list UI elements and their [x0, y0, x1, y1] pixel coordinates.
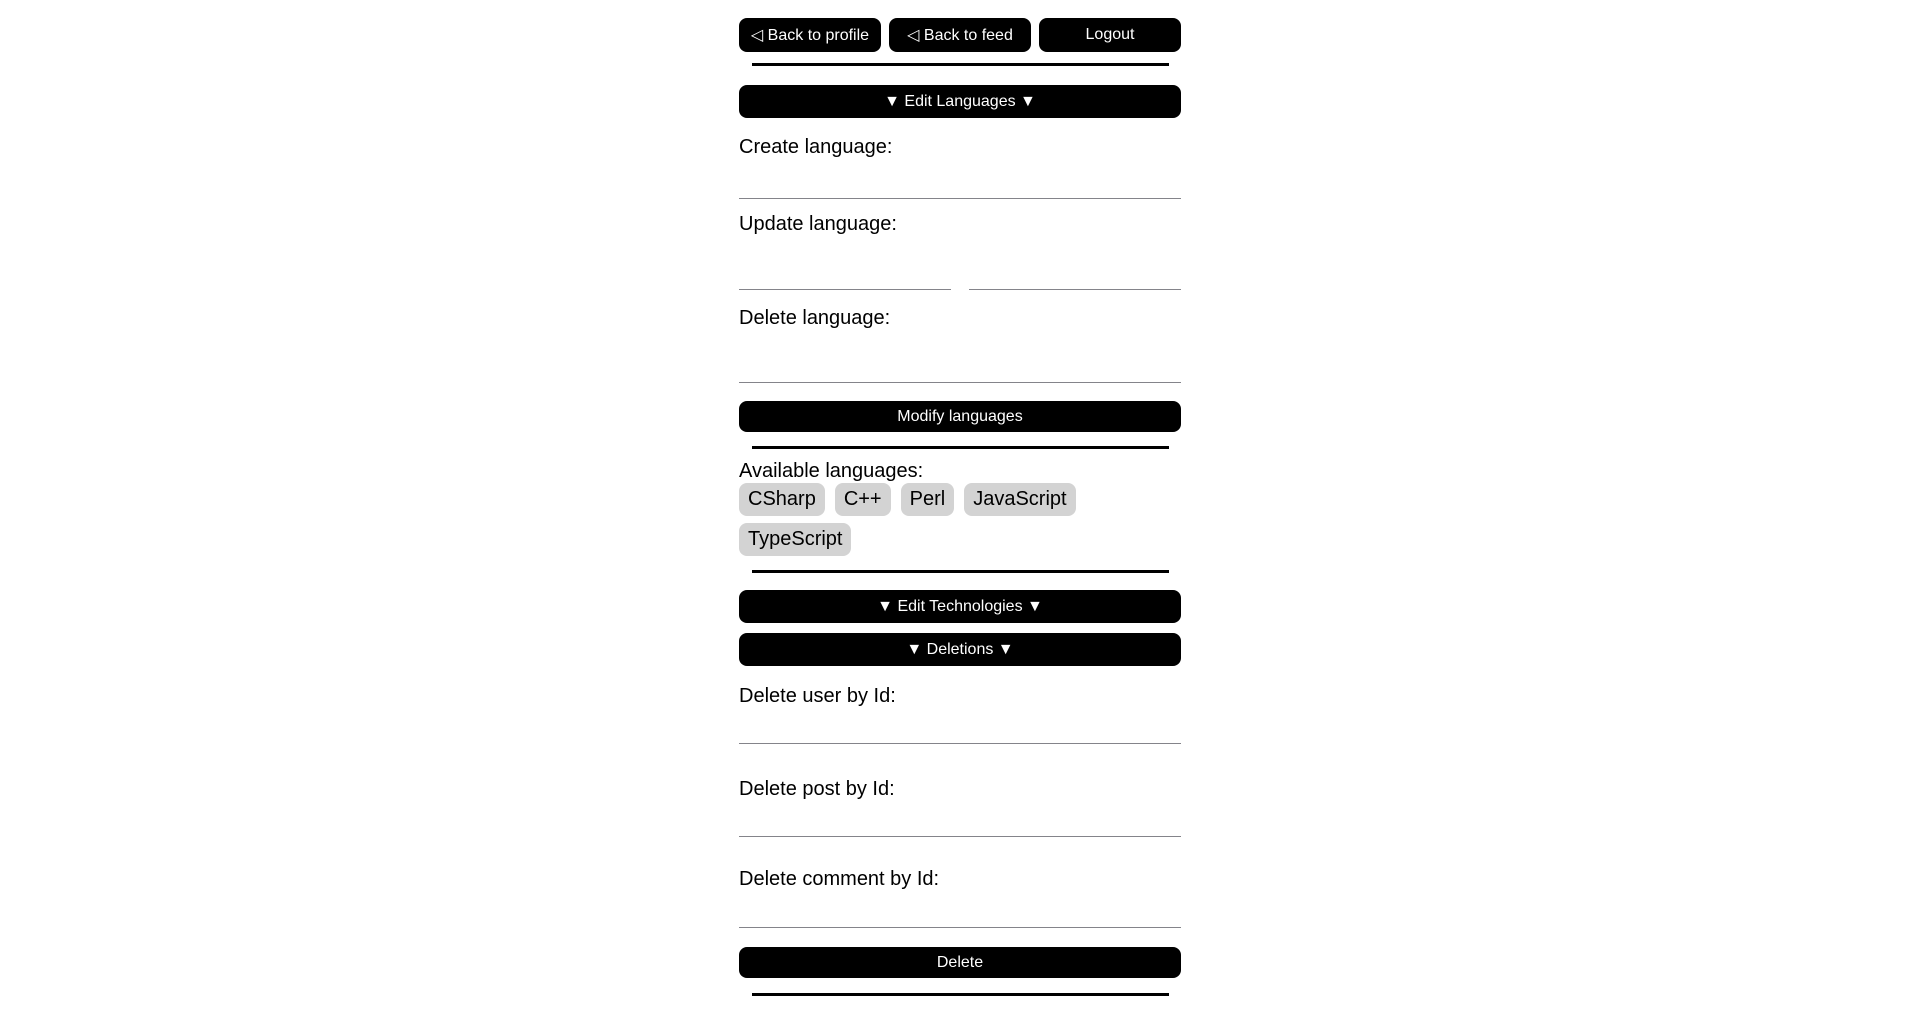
- language-chip: TypeScript: [739, 523, 851, 556]
- deletions-toggle[interactable]: ▼ Deletions ▼: [739, 633, 1181, 666]
- logout-button[interactable]: Logout: [1039, 18, 1181, 52]
- delete-post-label: Delete post by Id:: [739, 778, 895, 800]
- delete-button[interactable]: Delete: [739, 947, 1181, 978]
- edit-technologies-toggle[interactable]: ▼ Edit Technologies ▼: [739, 590, 1181, 623]
- divider: [752, 570, 1169, 573]
- divider: [752, 446, 1169, 449]
- back-to-profile-button[interactable]: ◁ Back to profile: [739, 18, 881, 52]
- update-language-inputs: [739, 236, 1181, 290]
- edit-languages-toggle[interactable]: ▼ Edit Languages ▼: [739, 85, 1181, 118]
- language-chip-row: [739, 523, 1181, 556]
- divider: [752, 993, 1169, 996]
- delete-user-label: Delete user by Id:: [739, 685, 896, 707]
- delete-post-input[interactable]: [739, 801, 1181, 837]
- delete-language-input[interactable]: [739, 330, 1181, 383]
- update-language-label: Update language:: [739, 213, 897, 235]
- language-chip: Perl: [901, 483, 955, 516]
- back-to-feed-button[interactable]: ◁ Back to feed: [889, 18, 1031, 52]
- update-language-old-input[interactable]: [739, 236, 951, 290]
- delete-comment-label: Delete comment by Id:: [739, 868, 940, 890]
- create-language-input[interactable]: [739, 159, 1181, 199]
- update-language-new-input[interactable]: [969, 236, 1181, 290]
- language-chip-row: [739, 483, 1181, 516]
- divider: [752, 63, 1169, 66]
- delete-comment-input[interactable]: [739, 891, 1181, 928]
- delete-language-label: Delete language:: [739, 307, 891, 329]
- delete-user-input[interactable]: [739, 708, 1181, 744]
- language-chip: JavaScript: [964, 483, 1075, 516]
- admin-panel: [739, 0, 1181, 996]
- modify-languages-button[interactable]: Modify languages: [739, 401, 1181, 432]
- create-language-label: Create language:: [739, 136, 893, 158]
- top-button-row: [739, 18, 1181, 52]
- language-chip: CSharp: [739, 483, 825, 516]
- language-chip: C++: [835, 483, 891, 516]
- available-languages-label: Available languages:: [739, 460, 924, 482]
